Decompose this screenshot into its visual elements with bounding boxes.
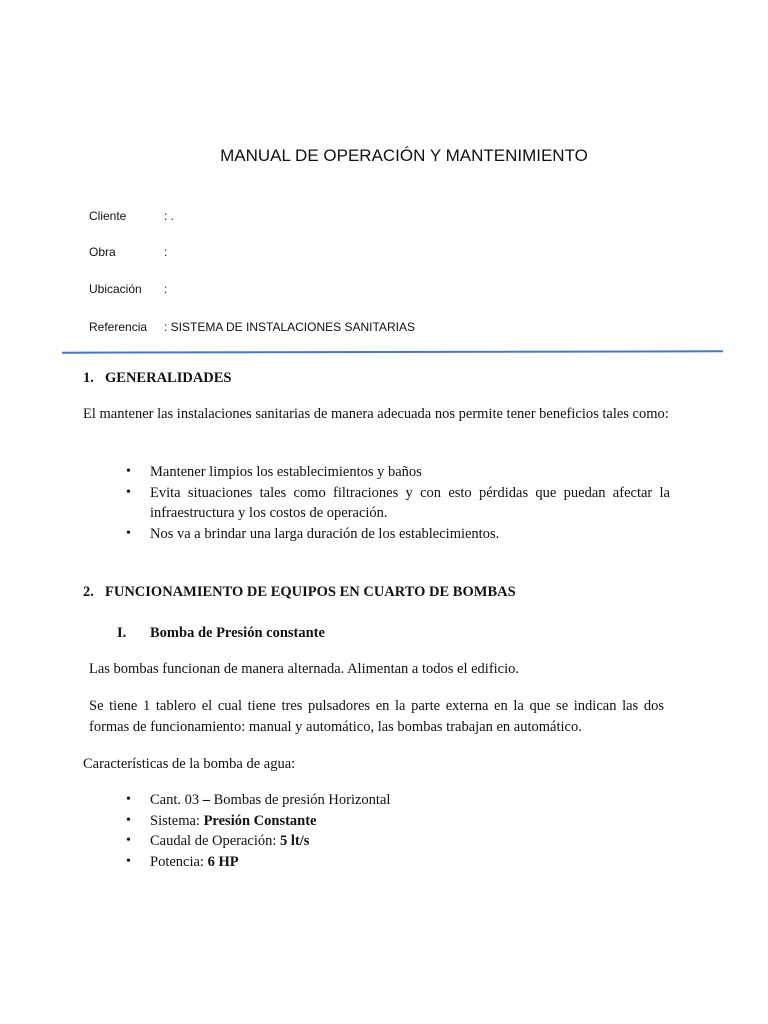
subsection-title: Bomba de Presión constante <box>150 625 325 641</box>
benefits-list <box>126 462 670 544</box>
field-value: : SISTEMA DE INSTALACIONES SANITARIAS <box>164 320 415 334</box>
field-label: Ubicación <box>89 282 142 296</box>
section-number: 1. <box>83 370 94 386</box>
field-value: : <box>164 245 168 259</box>
field-ubicacion <box>89 282 167 296</box>
field-cliente <box>89 209 174 223</box>
document-title: MANUAL DE OPERACIÓN Y MANTENIMIENTO <box>220 146 588 165</box>
section-number: 2. <box>83 584 94 600</box>
subsection-heading <box>117 625 325 642</box>
field-obra <box>89 245 167 259</box>
section-heading-generalidades <box>83 370 232 387</box>
spec-item: • Caudal de Operación: 5 lt/s <box>126 831 670 852</box>
spec-item: • Potencia: 6 HP <box>126 852 670 873</box>
intro-paragraph: El mantener las instalaciones sanitarias de manera adecuada nos permite tener beneficios tales como: <box>83 406 669 422</box>
characteristics-heading: Características de la bomba de agua: <box>83 756 296 772</box>
panel-paragraph: Se tiene 1 tablero el cual tiene tres pulsadores en la parte externa en la que se indican las dos formas de funcionamiento: manual y automático, las bombas trabajan en automático. <box>89 698 664 735</box>
field-value: : . <box>164 209 175 223</box>
section-title: FUNCIONAMIENTO DE EQUIPOS EN CUARTO DE BOMBAS <box>105 584 516 600</box>
section-heading-funcionamiento <box>83 584 516 601</box>
field-label: Cliente <box>89 209 127 223</box>
section-title: GENERALIDADES <box>105 370 232 386</box>
pumps-paragraph: Las bombas funcionan de manera alternada. Alimentan a todos el edificio. <box>89 661 520 677</box>
pump-specs-list <box>126 790 670 872</box>
list-item: • Nos va a brindar una larga duración de los establecimientos. <box>126 524 670 545</box>
header-divider <box>62 350 723 353</box>
list-item: • Evita situaciones tales como filtraciones y con esto pérdidas que puedan afectar la infraestructura y los costos de operación. <box>126 483 670 524</box>
list-item: • Mantener limpios los establecimientos y baños <box>126 462 670 483</box>
spec-item: • Sistema: Presión Constante <box>126 811 670 832</box>
subsection-number: I. <box>117 625 127 641</box>
field-label: Referencia <box>89 320 148 334</box>
spec-item: • Cant. 03 – Bombas de presión Horizontal <box>126 790 670 811</box>
field-referencia <box>89 320 415 334</box>
field-label: Obra <box>89 245 116 259</box>
field-value: : <box>164 282 168 296</box>
